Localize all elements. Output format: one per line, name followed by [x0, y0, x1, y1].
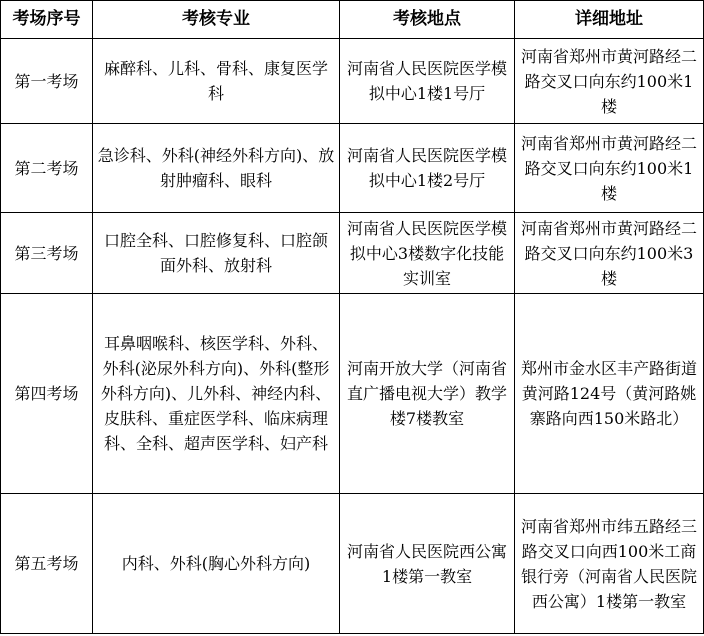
cell-room: 第四考场: [1, 294, 93, 494]
cell-specialty: 麻醉科、儿科、骨科、康复医学科: [93, 39, 340, 124]
header-address: 详细地址: [515, 1, 704, 39]
cell-address: 河南省郑州市黄河路经二路交叉口向东约100米1楼: [515, 39, 704, 124]
cell-specialty: 急诊科、外科(神经外科方向)、放射肿瘤科、眼科: [93, 124, 340, 213]
cell-room: 第五考场: [1, 494, 93, 634]
header-room-number: 考场序号: [1, 1, 93, 39]
cell-location: 河南省人民医院西公寓1楼第一教室: [340, 494, 515, 634]
cell-address: 郑州市金水区丰产路街道黄河路124号（黄河路姚寨路向西150米路北）: [515, 294, 704, 494]
cell-location: 河南省人民医院医学模拟中心3楼数字化技能实训室: [340, 213, 515, 294]
cell-room: 第二考场: [1, 124, 93, 213]
table-row: [1, 213, 704, 294]
table-row: [1, 124, 704, 213]
cell-address: 河南省郑州市黄河路经二路交叉口向东约100米1楼: [515, 124, 704, 213]
cell-address: 河南省郑州市纬五路经三路交叉口向西100米工商银行旁（河南省人民医院西公寓）1楼第一教室: [515, 494, 704, 634]
header-specialty: 考核专业: [93, 1, 340, 39]
cell-specialty: 口腔全科、口腔修复科、口腔颌面外科、放射科: [93, 213, 340, 294]
cell-specialty: 内科、外科(胸心外科方向): [93, 494, 340, 634]
cell-location: 河南开放大学（河南省直广播电视大学）教学楼7楼教室: [340, 294, 515, 494]
table-row: [1, 294, 704, 494]
header-location: 考核地点: [340, 1, 515, 39]
table-row: [1, 494, 704, 634]
cell-location: 河南省人民医院医学模拟中心1楼1号厅: [340, 39, 515, 124]
table-row: [1, 39, 704, 124]
cell-specialty: 耳鼻咽喉科、核医学科、外科、外科(泌尿外科方向)、外科(整形外科方向)、儿外科、神经内科、皮肤科、重症医学科、临床病理科、全科、超声医学科、妇产科: [93, 294, 340, 494]
cell-location: 河南省人民医院医学模拟中心1楼2号厅: [340, 124, 515, 213]
cell-address: 河南省郑州市黄河路经二路交叉口向东约100米3楼: [515, 213, 704, 294]
table-header-row: [1, 1, 704, 39]
cell-room: 第一考场: [1, 39, 93, 124]
cell-room: 第三考场: [1, 213, 93, 294]
